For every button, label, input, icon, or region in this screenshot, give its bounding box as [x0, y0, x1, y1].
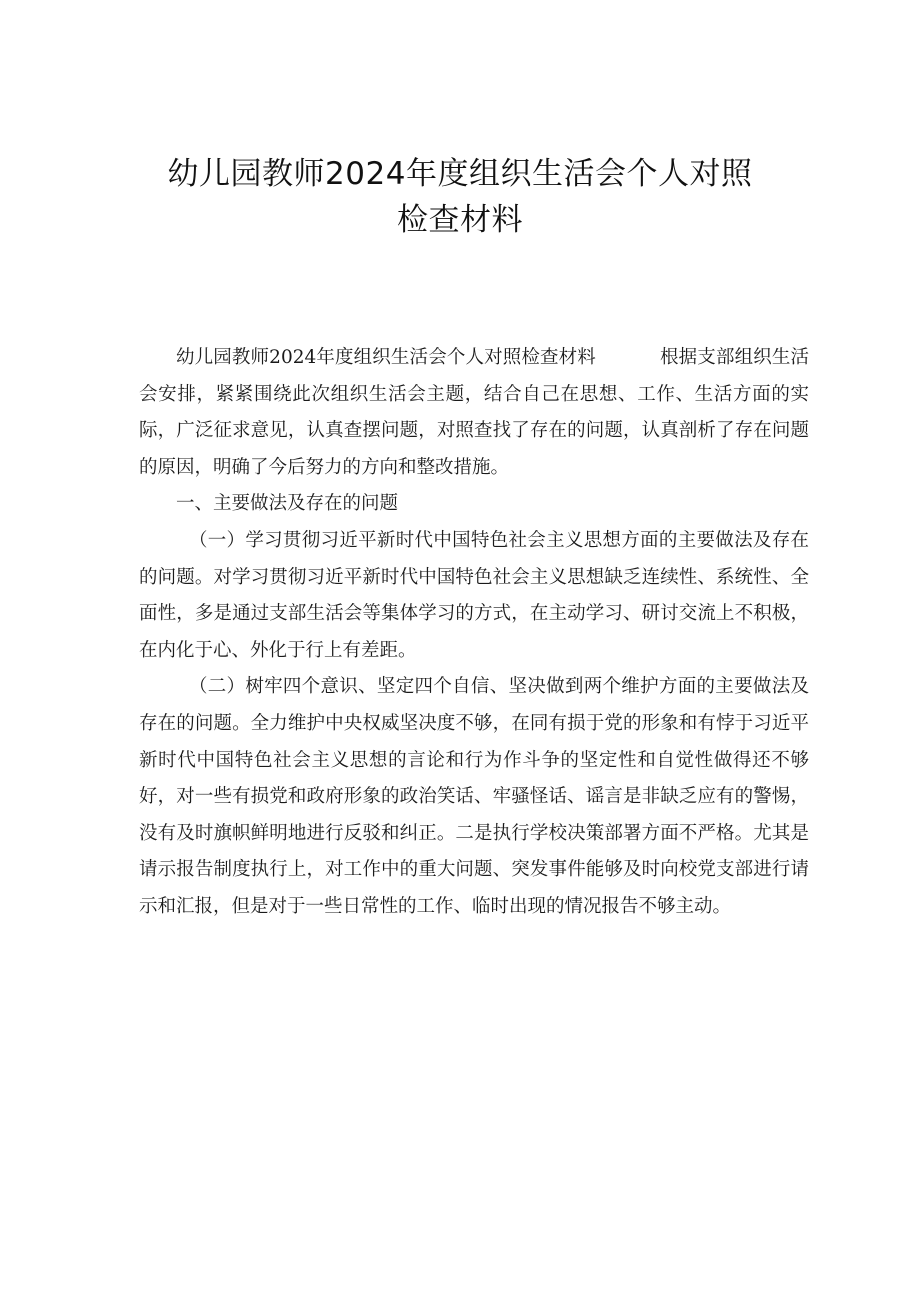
section-1-heading: 一、主要做法及存在的问题: [176, 493, 399, 515]
document-title-line-1: 幼儿园教师2024年度组织生活会个人对照: [167, 156, 753, 192]
document-title-line-2: 检查材料: [397, 202, 523, 238]
intro-paragraph: [139, 340, 809, 486]
intro-lead: 幼儿园教师2024年度组织生活会个人对照检查材料: [176, 347, 596, 368]
subsection-1-paragraph: （一）学习贯彻习近平新时代中国特色社会主义思想方面的主要做法及存在的问题。对学习贯彻习近平新时代中国特色社会主义思想缺乏连续性、系统性、全面性，多是通过支部生活会等集体学习的方式，在主动学习、研讨交流上不积极，在内化于心、外化于行上有差距。: [139, 529, 809, 661]
intro-rest: 根据支部组织生活会安排，紧紧围绕此次组织生活会主题，结合自己在思想、工作、生活方面的实际，广泛征求意见，认真查摆问题，对照查找了存在的问题，认真剖析了存在问题的原因，明确了今后努力的方向和整改措施。: [139, 347, 809, 478]
subsection-2-paragraph: （二）树牢四个意识、坚定四个自信、坚决做到两个维护方面的主要做法及存在的问题。全力维护中央权威坚决度不够，在同有损于党的形象和有悖于习近平新时代中国特色社会主义思想的言论和行为作斗争的坚定性和自觉性做得还不够好，对一些有损党和政府形象的政治笑话、牢骚怪话、谣言是非缺乏应有的警惕，没有及时旗帜鲜明地进行反驳和纠正。二是执行学校决策部署方面不严格。尤其是请示报告制度执行上，对工作中的重大问题、突发事件能够及时向校党支部进行请示和汇报，但是对于一些日常性的工作、临时出现的情况报告不够主动。: [139, 676, 809, 917]
document-body: [139, 340, 809, 926]
